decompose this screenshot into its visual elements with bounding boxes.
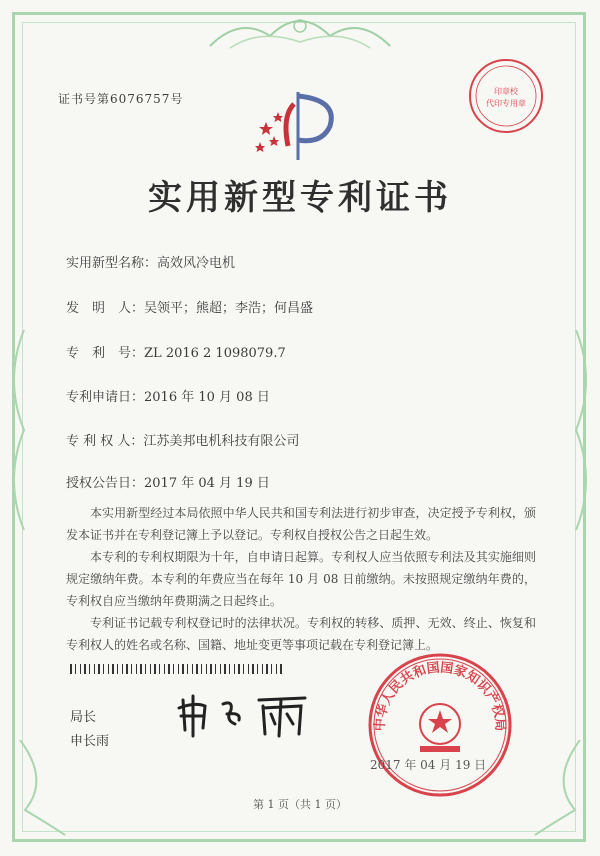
field-label: 专利申请日： [66, 390, 145, 405]
patent-office-logo [252, 86, 344, 166]
field-label: 发 明 人： [66, 301, 145, 316]
left-ornament [4, 330, 34, 530]
signatory-name: 申长雨 [70, 734, 110, 749]
field-label: 授权公告日： [66, 476, 145, 491]
svg-text:代印专用章: 代印专用章 [486, 99, 526, 108]
handwritten-signature [175, 690, 315, 740]
certificate-body [66, 502, 536, 656]
field-inventors [66, 297, 313, 316]
field-value: 吴领平；熊超；李浩；何昌盛 [144, 301, 314, 316]
seal-date: 2017 年 04 月 19 日 [370, 758, 487, 772]
top-ornament [200, 6, 400, 56]
signatory-title: 局长 [70, 710, 97, 725]
page-number: 第 1 页（共 1 页） [253, 798, 347, 811]
bottom-right-ornament [530, 740, 590, 840]
field-value: 2017 年 04 月 19 日 [144, 476, 270, 491]
field-application-date [66, 386, 270, 405]
field-label: 实用新型名称： [66, 256, 158, 271]
field-value: 2016 年 10 月 08 日 [144, 390, 270, 405]
field-value: 高效风冷电机 [157, 256, 236, 271]
certificate-title: 实用新型专利证书 [148, 178, 452, 218]
field-patent-number [66, 342, 286, 361]
field-grant-date [66, 472, 270, 491]
field-value: 江苏美邦电机科技有限公司 [143, 434, 300, 449]
small-red-seal [466, 56, 546, 136]
body-paragraph: 本专利的专利权期限为十年，自申请日起算。专利权人应当依照专利法及其实施细则规定缴纳年费。本专利的年费应当在每年 10 月 08 日前缴纳。未按照规定缴纳年费的，专利权自应当缴纳年费期满之日起终止。 [66, 550, 536, 608]
field-label: 专 利 权 人： [66, 434, 144, 449]
field-value: ZL 2016 2 1098079.7 [144, 346, 286, 361]
certificate-number: 证书号第6076757号 [58, 92, 184, 106]
svg-text:印章校: 印章校 [494, 87, 518, 96]
svg-text:中华人民共和国国家知识产权局: 中华人民共和国国家知识产权局 [372, 660, 508, 732]
field-utility-model-name [66, 252, 235, 271]
right-ornament [566, 330, 596, 530]
body-paragraph: 本实用新型经过本局依照中华人民共和国专利法进行初步审查，决定授予专利权，颁发本证书并在专利登记簿上予以登记。专利权自授权公告之日起生效。 [66, 506, 536, 542]
bottom-left-ornament [10, 740, 70, 840]
barcode [70, 664, 282, 674]
field-label: 专 利 号： [66, 346, 145, 361]
field-patentee [66, 430, 299, 449]
state-ip-office-seal [365, 650, 515, 800]
body-paragraph: 专利证书记载专利权登记时的法律状况。专利权的转移、质押、无效、终止、恢复和专利权人的姓名或名称、国籍、地址变更等事项记载在专利登记簿上。 [66, 616, 536, 652]
